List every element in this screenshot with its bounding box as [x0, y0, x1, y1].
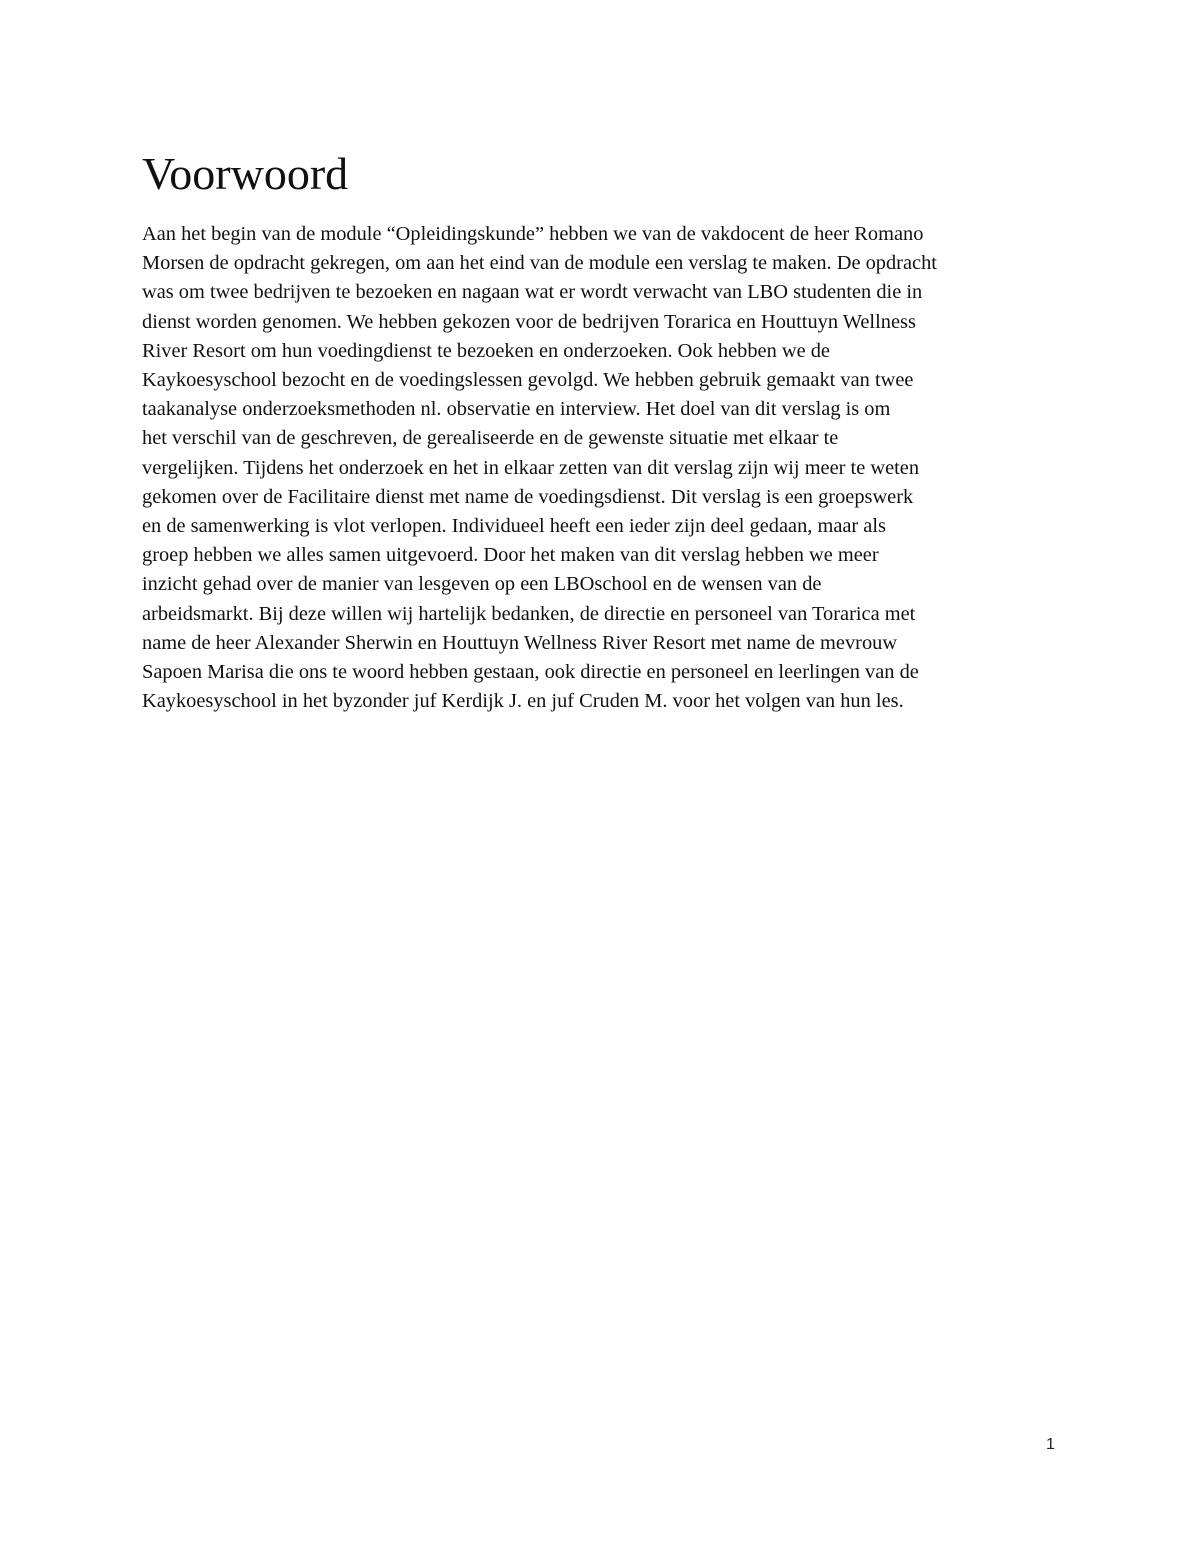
paragraph-line: het verschil van de geschreven, de gerealiseerde en de gewenste situatie met elkaar te — [142, 427, 839, 450]
paragraph-line: Sapoen Marisa die ons te woord hebben gestaan, ook directie en personeel en leerlingen van de — [142, 661, 919, 684]
paragraph-line: groep hebben we alles samen uitgevoerd. Door het maken van dit verslag hebben we meer — [142, 544, 879, 567]
paragraph-line: arbeidsmarkt. Bij deze willen wij hartelijk bedanken, de directie en personeel van Torarica met — [142, 602, 916, 625]
paragraph-line: vergelijken. Tijdens het onderzoek en het in elkaar zetten van dit verslag zijn wij meer te weten — [142, 456, 920, 479]
paragraph-line: taakanalyse onderzoeksmethoden nl. observatie en interview. Het doel van dit verslag is om — [142, 398, 891, 421]
paragraph-line: River Resort om hun voedingdienst te bezoeken en onderzoeken. Ook hebben we de — [142, 339, 830, 362]
paragraph-line: name de heer Alexander Sherwin en Houttuyn Wellness River Resort met name de mevrouw — [142, 631, 898, 654]
paragraph-line: Morsen de opdracht gekregen, om aan het eind van de module een verslag te maken. De opdracht — [142, 252, 937, 275]
page-title: Voorwoord — [142, 148, 349, 199]
paragraph-line: Kaykoesyschool bezocht en de voedingslessen gevolgd. We hebben gebruik gemaakt van twee — [142, 369, 914, 392]
paragraph-line: was om twee bedrijven te bezoeken en nagaan wat er wordt verwacht van LBO studenten die in — [142, 281, 923, 304]
paragraph-line: dienst worden genomen. We hebben gekozen voor de bedrijven Torarica en Houttuyn Wellness — [142, 310, 916, 333]
paragraph-line: inzicht gehad over de manier van lesgeven op een LBOschool en de wensen van de — [142, 573, 822, 596]
paragraph-line: Aan het begin van de module “Opleidingskunde” hebben we van de vakdocent de heer Romano — [142, 223, 924, 245]
paragraph-line: en de samenwerking is vlot verlopen. Individueel heeft een ieder zijn deel gedaan, maar als — [142, 515, 886, 538]
page-number: 1 — [1046, 1436, 1055, 1453]
paragraph-line: Kaykoesyschool in het byzonder juf Kerdijk J. en juf Cruden M. voor het volgen van hun les. — [142, 690, 904, 713]
paragraph-line: gekomen over de Facilitaire dienst met name de voedingsdienst. Dit verslag is een groepswerk — [142, 485, 914, 508]
body-paragraph — [142, 220, 1082, 716]
